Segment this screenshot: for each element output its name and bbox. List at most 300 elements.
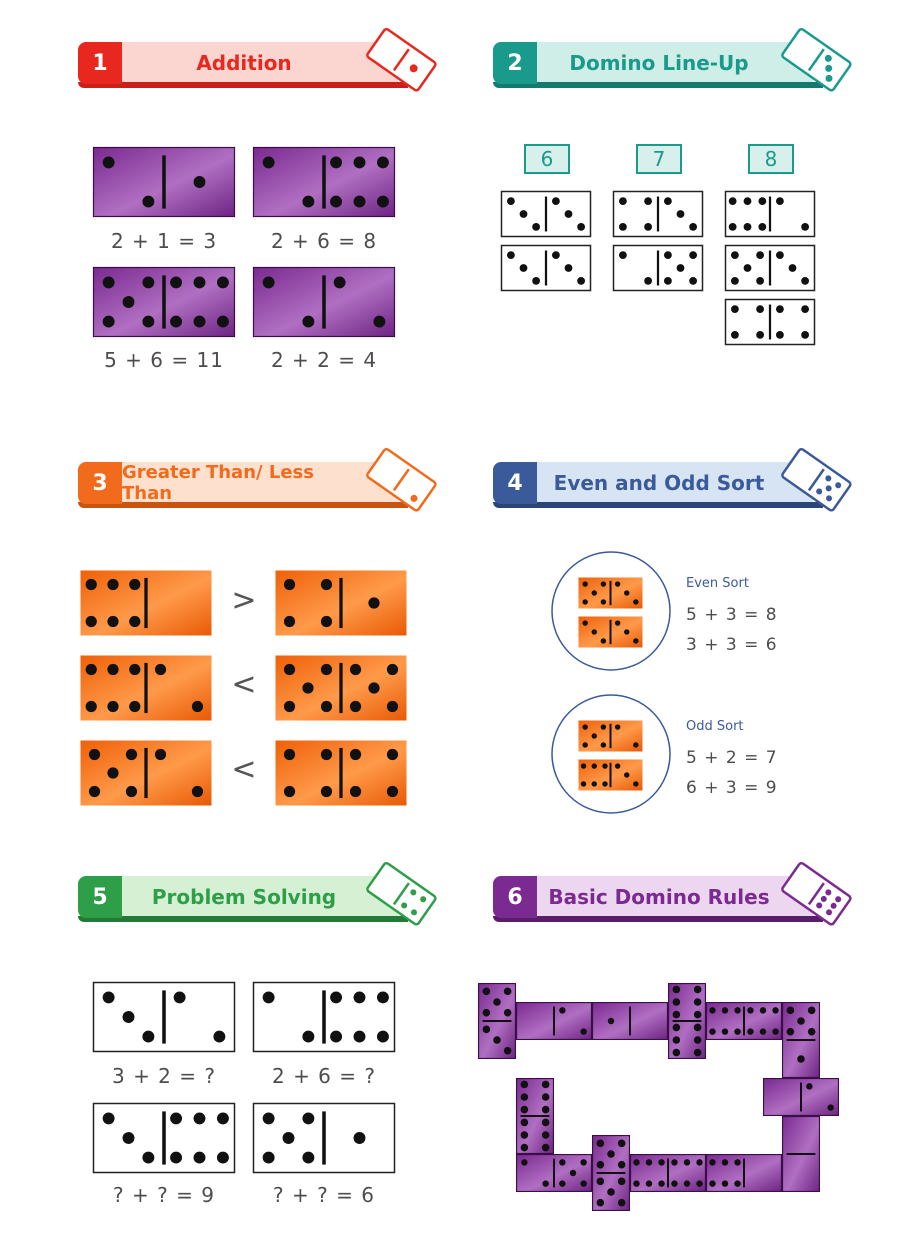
pip xyxy=(217,1112,229,1124)
pip xyxy=(776,331,784,339)
pip xyxy=(86,616,97,627)
pip xyxy=(377,1031,389,1043)
pip xyxy=(521,1081,529,1089)
pip xyxy=(334,276,346,288)
pip xyxy=(734,1180,740,1186)
pip xyxy=(387,749,398,760)
pip xyxy=(744,223,752,231)
even-domino-1 xyxy=(578,577,643,609)
pip xyxy=(744,197,752,205)
pip xyxy=(483,988,491,996)
pip xyxy=(284,579,295,590)
pip xyxy=(772,1028,778,1034)
odd-sort-circle xyxy=(550,693,672,815)
pip xyxy=(797,1055,805,1063)
pip xyxy=(142,276,154,288)
pip xyxy=(734,1028,740,1034)
pip xyxy=(330,991,342,1003)
pip xyxy=(321,579,332,590)
problem-equation-1: 3 + 2 = ? xyxy=(111,1064,216,1088)
pip xyxy=(559,1159,565,1165)
pip xyxy=(194,1112,206,1124)
pip xyxy=(772,1007,778,1013)
problem-equation-4: ? + ? = 6 xyxy=(273,1183,375,1207)
pip xyxy=(354,156,366,168)
pip xyxy=(103,156,115,168)
section-title: Problem Solving xyxy=(151,885,337,909)
pip xyxy=(107,616,118,627)
pip xyxy=(619,197,627,205)
pip xyxy=(263,1112,275,1124)
pip xyxy=(507,197,515,205)
pip xyxy=(155,664,166,675)
pip xyxy=(592,590,597,595)
pip xyxy=(542,1131,550,1139)
pip xyxy=(776,251,784,259)
pip xyxy=(731,305,739,313)
pip xyxy=(608,1018,614,1024)
pip xyxy=(597,1199,605,1207)
lineup-domino-8b xyxy=(725,245,815,291)
pip xyxy=(123,1132,135,1144)
pip xyxy=(194,316,206,328)
pip xyxy=(580,1028,586,1034)
pip xyxy=(330,196,342,208)
pip xyxy=(747,1028,753,1034)
pip xyxy=(373,316,385,328)
pip xyxy=(615,581,620,586)
pip xyxy=(581,781,586,786)
pip xyxy=(89,786,100,797)
section-number: 4 xyxy=(493,462,537,504)
section-3-banner xyxy=(78,462,438,508)
train-domino xyxy=(593,1136,630,1211)
pip xyxy=(646,1159,652,1165)
lineup-domino-6b xyxy=(501,245,591,291)
pip xyxy=(760,1007,766,1013)
pip xyxy=(542,1093,550,1101)
pip xyxy=(694,998,702,1006)
pip xyxy=(615,763,620,768)
pip xyxy=(107,664,118,675)
pip xyxy=(103,316,115,328)
problem-domino-3 xyxy=(93,1103,235,1173)
section-2-banner xyxy=(493,42,853,88)
pip xyxy=(521,1144,529,1152)
compare-left-domino-3 xyxy=(80,740,212,806)
addition-domino-1 xyxy=(93,147,235,217)
compare-operator-3: < xyxy=(231,752,257,787)
section-title: Addition xyxy=(196,51,292,75)
addition-domino-4 xyxy=(253,267,395,337)
pip xyxy=(302,196,314,208)
pip xyxy=(107,767,118,778)
pip xyxy=(664,277,672,285)
pip xyxy=(368,682,379,693)
lineup-domino-8a xyxy=(725,191,815,237)
pip xyxy=(350,749,361,760)
pip xyxy=(284,749,295,760)
pip xyxy=(709,1007,715,1013)
addition-equation-1: 2 + 1 = 3 xyxy=(110,229,218,253)
section-number: 6 xyxy=(493,876,537,918)
pip xyxy=(263,276,275,288)
pip xyxy=(673,1024,681,1032)
pip xyxy=(619,251,627,259)
pip xyxy=(192,701,203,712)
pip xyxy=(722,1180,728,1186)
pip xyxy=(827,1104,833,1110)
section-title: Domino Line-Up xyxy=(569,51,749,75)
section-number: 2 xyxy=(493,42,537,84)
pip xyxy=(520,264,528,272)
pip xyxy=(217,276,229,288)
pip xyxy=(618,1140,626,1148)
pip xyxy=(582,581,587,586)
pip xyxy=(801,305,809,313)
pip xyxy=(694,986,702,994)
pip xyxy=(302,1031,314,1043)
pip xyxy=(504,1009,512,1017)
pip xyxy=(377,196,389,208)
pip xyxy=(664,251,672,259)
pip xyxy=(633,1180,639,1186)
pip xyxy=(86,701,97,712)
domino-train-illustration xyxy=(470,975,850,1220)
pip xyxy=(592,629,597,634)
pip xyxy=(729,197,737,205)
pip xyxy=(582,742,587,747)
pip xyxy=(607,1150,615,1158)
compare-operator-1: > xyxy=(231,583,257,618)
pip xyxy=(646,1180,652,1186)
pip xyxy=(263,991,275,1003)
pip xyxy=(483,1026,491,1034)
section-6-banner xyxy=(493,876,853,922)
pip xyxy=(677,210,685,218)
pip xyxy=(801,277,809,285)
pip xyxy=(520,210,528,218)
even-domino-2 xyxy=(578,616,643,648)
addition-equation-4: 2 + 2 = 4 xyxy=(270,348,378,372)
pip xyxy=(86,664,97,675)
pip xyxy=(658,1180,664,1186)
target-sum-7: 7 xyxy=(636,144,682,174)
pip xyxy=(542,1106,550,1114)
train-domino xyxy=(517,1003,592,1040)
odd-equation-1: 5 + 2 = 7 xyxy=(686,748,778,768)
title-domino-icon xyxy=(360,440,440,520)
pip xyxy=(542,1119,550,1127)
pip xyxy=(123,296,135,308)
train-domino xyxy=(631,1155,706,1192)
pip xyxy=(673,998,681,1006)
pip xyxy=(263,156,275,168)
target-sum-8: 8 xyxy=(748,144,794,174)
train-domino xyxy=(479,984,516,1059)
pip xyxy=(493,1036,501,1044)
pip xyxy=(194,1152,206,1164)
pip xyxy=(618,1178,626,1186)
pip xyxy=(86,579,97,590)
pip xyxy=(787,1007,795,1015)
pip xyxy=(618,1161,626,1169)
pip xyxy=(731,251,739,259)
lineup-domino-6a xyxy=(501,191,591,237)
pip xyxy=(354,1031,366,1043)
pip xyxy=(565,264,573,272)
pip xyxy=(129,616,140,627)
section-number: 3 xyxy=(78,462,122,504)
pip xyxy=(321,701,332,712)
pip xyxy=(673,986,681,994)
even-equation-2: 3 + 3 = 6 xyxy=(686,635,778,655)
pip xyxy=(673,1049,681,1057)
pip xyxy=(787,1028,795,1036)
section-title: Even and Odd Sort xyxy=(553,471,765,495)
pip xyxy=(493,998,501,1006)
pip xyxy=(580,1180,586,1186)
pip xyxy=(756,305,764,313)
pip xyxy=(592,781,597,786)
pip xyxy=(174,991,186,1003)
problem-domino-2 xyxy=(253,982,395,1052)
pip xyxy=(194,276,206,288)
pip xyxy=(694,1024,702,1032)
pip xyxy=(689,277,697,285)
compare-right-domino-3 xyxy=(275,740,407,806)
pip xyxy=(776,197,784,205)
pip xyxy=(722,1159,728,1165)
pip xyxy=(694,1011,702,1019)
pip xyxy=(696,1159,702,1165)
pip xyxy=(722,1007,728,1013)
pip xyxy=(521,1119,529,1127)
train-domino xyxy=(707,1003,782,1040)
pip xyxy=(581,763,586,768)
pip xyxy=(602,763,607,768)
pip xyxy=(129,579,140,590)
pip xyxy=(615,620,620,625)
pip xyxy=(542,1144,550,1152)
section-5-banner xyxy=(78,876,438,922)
pip xyxy=(696,1180,702,1186)
pip xyxy=(213,1031,225,1043)
pip xyxy=(582,724,587,729)
pip xyxy=(330,1031,342,1043)
pip xyxy=(521,1106,529,1114)
pip xyxy=(694,1036,702,1044)
odd-domino-2 xyxy=(578,759,643,791)
pip xyxy=(671,1180,677,1186)
pip xyxy=(350,701,361,712)
pip xyxy=(731,331,739,339)
pip xyxy=(504,988,512,996)
section-title: Basic Domino Rules xyxy=(548,885,770,909)
pip xyxy=(806,1083,812,1089)
train-domino xyxy=(764,1079,839,1116)
train-domino xyxy=(707,1155,782,1192)
pip xyxy=(580,1159,586,1165)
pip xyxy=(607,1188,615,1196)
pip xyxy=(673,1011,681,1019)
pip xyxy=(192,786,203,797)
pip xyxy=(729,223,737,231)
pip xyxy=(747,1007,753,1013)
pip xyxy=(797,1017,805,1025)
train-domino xyxy=(517,1079,554,1154)
pip xyxy=(217,316,229,328)
pip xyxy=(734,1159,740,1165)
pip xyxy=(565,210,573,218)
problem-equation-3: ? + ? = 9 xyxy=(113,1183,215,1207)
pip xyxy=(387,786,398,797)
section-1-banner xyxy=(78,42,438,88)
pip xyxy=(283,1132,295,1144)
pip xyxy=(194,176,206,188)
pip xyxy=(760,1028,766,1034)
odd-equation-2: 6 + 3 = 9 xyxy=(686,778,778,798)
pip xyxy=(321,616,332,627)
pip xyxy=(103,1112,115,1124)
pip xyxy=(633,599,638,604)
train-domino xyxy=(517,1155,592,1192)
lineup-domino-7a xyxy=(613,191,703,237)
pip xyxy=(601,742,606,747)
compare-right-domino-2 xyxy=(275,655,407,721)
problem-equation-2: 2 + 6 = ? xyxy=(271,1064,376,1088)
pip xyxy=(377,991,389,1003)
compare-operator-2: < xyxy=(231,667,257,702)
section-number: 1 xyxy=(78,42,122,84)
pip xyxy=(756,251,764,259)
pip xyxy=(350,786,361,797)
addition-equation-3: 5 + 6 = 11 xyxy=(104,348,224,372)
pip xyxy=(542,1081,550,1089)
pip xyxy=(89,749,100,760)
pip xyxy=(142,1152,154,1164)
pip xyxy=(592,733,597,738)
pip xyxy=(582,599,587,604)
pip xyxy=(170,316,182,328)
pip xyxy=(633,638,638,643)
pip xyxy=(103,276,115,288)
pip xyxy=(758,223,766,231)
pip xyxy=(284,664,295,675)
compare-left-domino-2 xyxy=(80,655,212,721)
pip xyxy=(684,1180,690,1186)
pip xyxy=(302,316,314,328)
pip xyxy=(129,701,140,712)
pip xyxy=(483,1009,491,1017)
pip xyxy=(602,781,607,786)
pip xyxy=(354,196,366,208)
section-title: Greater Than/ Less Than xyxy=(122,462,314,504)
pip xyxy=(577,277,585,285)
pip xyxy=(709,1159,715,1165)
pip xyxy=(619,223,627,231)
pip xyxy=(644,277,652,285)
pip xyxy=(521,1093,529,1101)
pip xyxy=(677,264,685,272)
pip xyxy=(532,223,540,231)
title-domino-icon xyxy=(360,20,440,100)
pip xyxy=(559,1007,565,1013)
pip xyxy=(577,223,585,231)
addition-domino-2 xyxy=(253,147,395,217)
pip xyxy=(321,664,332,675)
pip xyxy=(521,1159,527,1165)
pip xyxy=(302,1152,314,1164)
pip xyxy=(709,1028,715,1034)
pip xyxy=(552,251,560,259)
pip xyxy=(618,1199,626,1207)
pip xyxy=(284,701,295,712)
pip xyxy=(709,1180,715,1186)
title-domino-icon xyxy=(360,854,440,934)
pip xyxy=(126,786,137,797)
pip xyxy=(368,597,379,608)
pip xyxy=(624,590,629,595)
pip xyxy=(601,724,606,729)
even-equation-1: 5 + 3 = 8 xyxy=(686,605,778,625)
pip xyxy=(387,664,398,675)
pip xyxy=(601,581,606,586)
pip xyxy=(776,305,784,313)
pip xyxy=(722,1028,728,1034)
pip xyxy=(142,1031,154,1043)
lineup-domino-8c xyxy=(725,299,815,345)
pip xyxy=(624,629,629,634)
pip xyxy=(758,197,766,205)
target-sum-6: 6 xyxy=(524,144,570,174)
odd-sort-label: Odd Sort xyxy=(686,719,744,734)
pip xyxy=(284,616,295,627)
pip xyxy=(559,1180,565,1186)
problem-domino-1 xyxy=(93,982,235,1052)
pip xyxy=(126,749,137,760)
pip xyxy=(633,742,638,747)
pip xyxy=(377,156,389,168)
pip xyxy=(597,1178,605,1186)
pip xyxy=(689,251,697,259)
section-number: 5 xyxy=(78,876,122,918)
title-domino-icon xyxy=(775,20,855,100)
pip xyxy=(789,264,797,272)
pip xyxy=(684,1159,690,1165)
pip xyxy=(350,664,361,675)
pip xyxy=(321,786,332,797)
pip xyxy=(354,1132,366,1144)
pip xyxy=(694,1049,702,1057)
pip xyxy=(542,1180,548,1186)
pip xyxy=(633,781,638,786)
pip xyxy=(597,1161,605,1169)
pip xyxy=(552,197,560,205)
compare-left-domino-1 xyxy=(80,570,212,636)
pip xyxy=(321,749,332,760)
pip xyxy=(170,1112,182,1124)
train-domino xyxy=(783,1117,820,1192)
pip xyxy=(801,331,809,339)
problem-domino-4 xyxy=(253,1103,395,1173)
train-domino xyxy=(593,1003,668,1040)
pip xyxy=(107,579,118,590)
pip xyxy=(644,197,652,205)
pip xyxy=(801,223,809,231)
pip xyxy=(592,763,597,768)
pip xyxy=(808,1028,816,1036)
